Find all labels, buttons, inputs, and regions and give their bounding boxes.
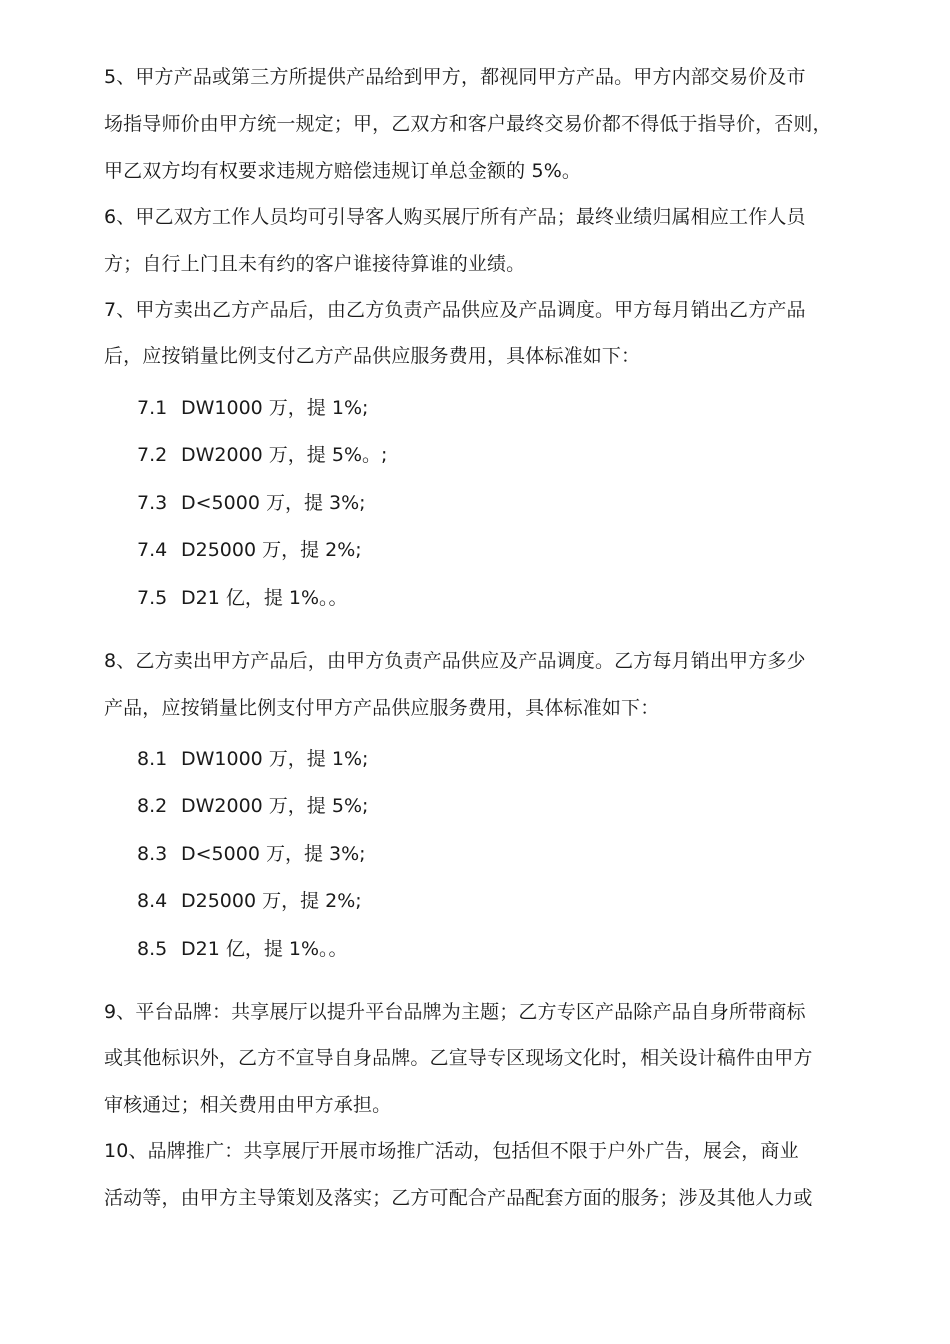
rate-item-text: D<5000 万，提 3%;	[181, 843, 366, 865]
clause-10-line-1: 10、品牌推广：共享展厅开展市场推广活动，包括但不限于户外广告，展会，商业	[104, 1140, 799, 1162]
rate-item-number: 8.1	[137, 748, 168, 770]
rate-item	[137, 745, 368, 773]
rate-item	[137, 935, 348, 963]
rate-item-number: 7.2	[137, 444, 168, 466]
rate-item-number: 7.1	[137, 397, 168, 419]
rate-item-number: 7.4	[137, 539, 168, 561]
rate-item-text: DW2000 万，提 5%。;	[181, 444, 388, 466]
rate-item	[137, 887, 362, 915]
rate-item-text: D25000 万，提 2%;	[181, 539, 362, 561]
clause-10-line-2: 活动等，由甲方主导策划及落实；乙方可配合产品配套方面的服务；涉及其他人力或	[104, 1187, 813, 1209]
clause-9-line-2: 或其他标识外，乙方不宣导自身品牌。乙宣导专区现场文化时，相关设计稿件由甲方	[104, 1047, 813, 1069]
clause-9-line-1: 9、平台品牌：共享展厅以提升平台品牌为主题；乙方专区产品除产品自身所带商标	[104, 1001, 806, 1023]
clause-5-line-2: 场指导师价由甲方统一规定；甲，乙双方和客户最终交易价都不得低于指导价，否则，	[104, 113, 832, 135]
rate-item	[137, 441, 387, 469]
rate-item-number: 7.3	[137, 492, 168, 514]
rate-item-number: 7.5	[137, 587, 168, 609]
rate-item-text: D21 亿，提 1%。。	[181, 938, 348, 960]
rate-item-text: D21 亿，提 1%。。	[181, 587, 348, 609]
rate-item-number: 8.2	[137, 795, 168, 817]
rate-item-number: 8.3	[137, 843, 168, 865]
clause-8-line-1: 8、乙方卖出甲方产品后，由甲方负责产品供应及产品调度。乙方每月销出甲方多少	[104, 650, 806, 672]
rate-item-number: 8.4	[137, 890, 168, 912]
clause-6-line-2: 方；自行上门且未有约的客户谁接待算谁的业绩。	[104, 253, 526, 275]
rate-item-text: D<5000 万，提 3%;	[181, 492, 366, 514]
clause-8-line-2: 产品，应按销量比例支付甲方产品供应服务费用，具体标准如下：	[104, 697, 660, 719]
rate-item	[137, 489, 366, 517]
rate-item	[137, 584, 348, 612]
rate-item	[137, 792, 368, 820]
clause-7-line-2: 后，应按销量比例支付乙方产品供应服务费用，具体标准如下：	[104, 345, 641, 367]
rate-item-text: DW2000 万，提 5%;	[181, 795, 369, 817]
clause-6-line-1: 6、甲乙双方工作人员均可引导客人购买展厅所有产品；最终业绩归属相应工作人员	[104, 206, 806, 228]
rate-item	[137, 840, 366, 868]
clause-7-line-1: 7、甲方卖出乙方产品后，由乙方负责产品供应及产品调度。甲方每月销出乙方产品	[104, 299, 806, 321]
rate-item-text: D25000 万，提 2%;	[181, 890, 362, 912]
clause-5-line-1: 5、甲方产品或第三方所提供产品给到甲方，都视同甲方产品。甲方内部交易价及市	[104, 66, 806, 88]
clause-5-line-3: 甲乙双方均有权要求违规方赔偿违规订单总金额的 5%。	[104, 160, 582, 182]
rate-item-text: DW1000 万，提 1%;	[181, 748, 369, 770]
rate-item-number: 8.5	[137, 938, 168, 960]
rate-item-text: DW1000 万，提 1%;	[181, 397, 369, 419]
rate-item	[137, 536, 362, 564]
rate-item	[137, 394, 368, 422]
clause-9-line-3: 审核通过；相关费用由甲方承担。	[104, 1094, 392, 1116]
